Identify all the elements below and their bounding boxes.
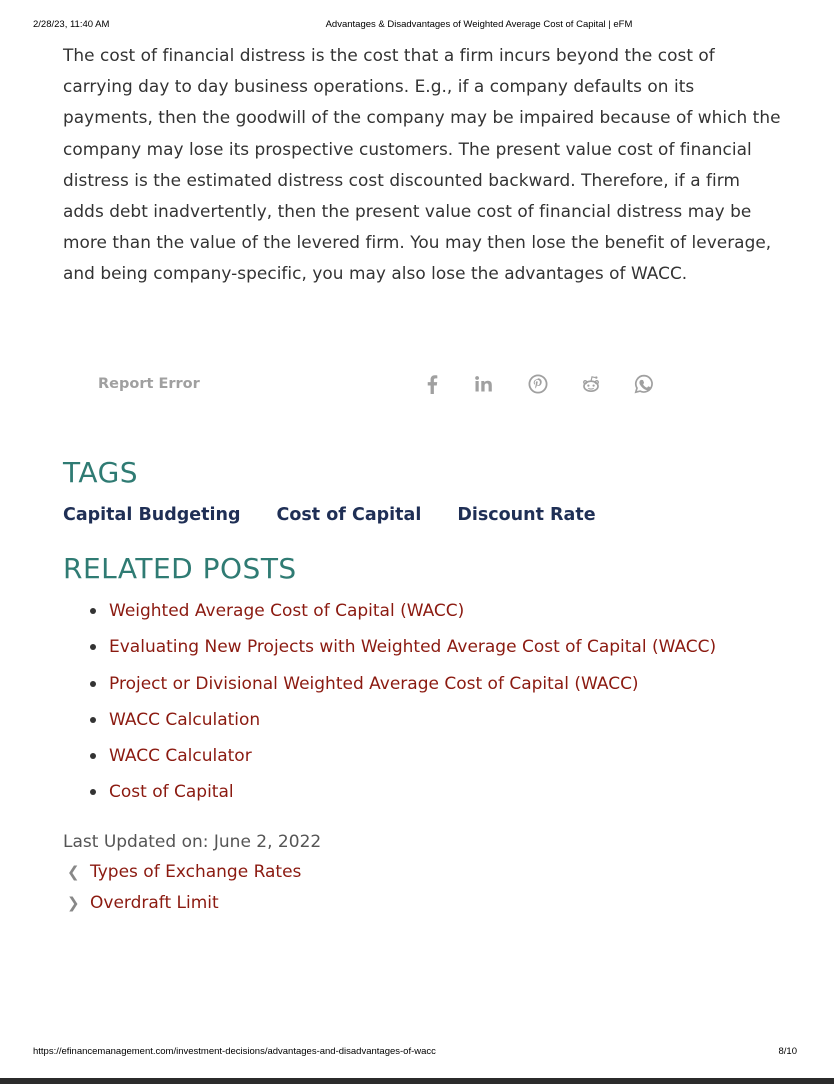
print-datetime: 2/28/23, 11:40 AM	[33, 19, 110, 30]
chevron-left-icon: ❮	[67, 863, 80, 881]
tags-heading: TAGS	[63, 456, 139, 489]
bullet-icon	[90, 681, 96, 687]
print-footer	[0, 1046, 834, 1060]
bottom-divider	[0, 1078, 834, 1084]
list-item	[63, 777, 783, 813]
print-header	[0, 19, 834, 33]
whatsapp-icon[interactable]	[633, 372, 655, 396]
linkedin-icon[interactable]	[473, 372, 495, 396]
related-post-link[interactable]: Project or Divisional Weighted Average Cost of Capital (WACC)	[109, 673, 639, 694]
list-item	[63, 632, 783, 668]
related-post-link[interactable]: Evaluating New Projects with Weighted Average Cost of Capital (WACC)	[109, 637, 717, 658]
tag-link[interactable]: Capital Budgeting	[63, 505, 241, 525]
bullet-icon	[90, 717, 96, 723]
related-post-link[interactable]: WACC Calculator	[109, 746, 252, 767]
tag-link[interactable]: Discount Rate	[457, 505, 596, 525]
related-post-link[interactable]: WACC Calculation	[109, 709, 261, 730]
related-posts-heading: RELATED POSTS	[63, 552, 297, 585]
previous-post-link[interactable]: Types of Exchange Rates	[90, 862, 302, 882]
bullet-icon	[90, 789, 96, 795]
facebook-icon[interactable]	[421, 372, 443, 396]
related-post-link[interactable]: Cost of Capital	[109, 782, 234, 803]
list-item	[63, 596, 783, 632]
report-error-button[interactable]: Report Error	[98, 376, 200, 392]
next-post-link[interactable]: Overdraft Limit	[90, 893, 219, 913]
chevron-right-icon: ❯	[67, 894, 80, 912]
tag-link[interactable]: Cost of Capital	[276, 505, 422, 525]
reddit-icon[interactable]	[580, 372, 602, 396]
list-item	[63, 705, 783, 741]
page-number: 8/10	[778, 1046, 797, 1057]
article-content	[63, 40, 783, 290]
bullet-icon	[90, 608, 96, 614]
list-item	[63, 741, 783, 777]
pinterest-icon[interactable]	[527, 372, 549, 396]
bullet-icon	[90, 753, 96, 759]
article-paragraph: The cost of financial distress is the cost that a firm incurs beyond the cost of carrying day to day business operations. E.g., if a company defaults on its payments, then the goodwill of the company may be impaired because of which the company may lose its prospective customers. The present value cost of financial distress is the estimated distress cost discounted backward. Therefore, if a firm adds debt inadvertently, then the present value cost of financial distress may be more than the value of the levered firm. You may then lose the benefit of leverage, and being company-specific, you may also lose the advantages of WACC.	[63, 45, 781, 284]
list-item	[63, 669, 783, 705]
bullet-icon	[90, 644, 96, 650]
last-updated-text: Last Updated on: June 2, 2022	[63, 832, 322, 852]
print-page-title: Advantages & Disadvantages of Weighted Average Cost of Capital | eFM	[325, 19, 633, 30]
share-bar	[63, 372, 783, 402]
print-url: https://efinancemanagement.com/investment-decisions/advantages-and-disadvantages-of-wacc	[33, 1046, 436, 1057]
related-posts-list	[63, 596, 783, 814]
related-post-link[interactable]: Weighted Average Cost of Capital (WACC)	[109, 601, 465, 621]
tags-list	[63, 505, 632, 525]
